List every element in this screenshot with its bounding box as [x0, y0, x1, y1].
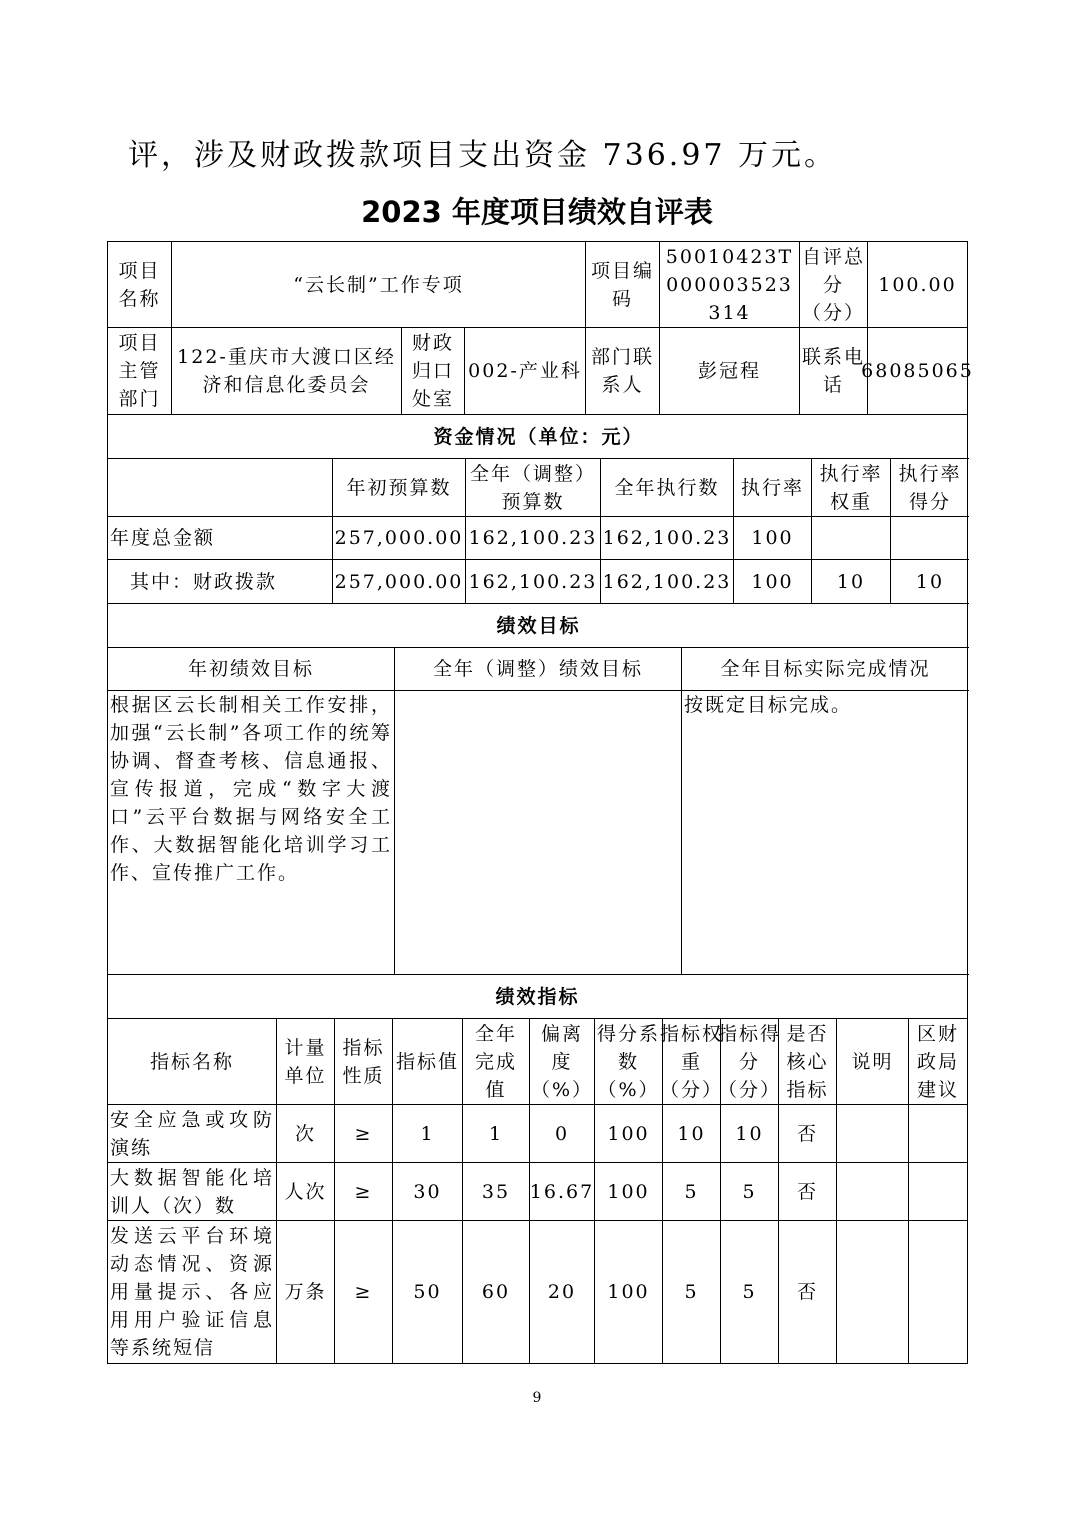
ind-col-deviation: 偏离度（%）: [530, 1019, 595, 1105]
goals-table: [107, 603, 968, 974]
ind-col-advice: 区财政局建议: [909, 1019, 967, 1105]
goals-section-title: 绩效目标: [108, 604, 969, 648]
funds-cell: 162,100.23: [601, 517, 734, 560]
indicators-table: [107, 974, 968, 1364]
ind-cell: 1: [463, 1105, 530, 1163]
goals-initial-text: 根据区云长制相关工作安排，加强“云长制”各项工作的统筹协调、督查考核、信息通报、宣传报道，完成“数字大渡口”云平台数据与网络安全工作、大数据智能化培训学习工作、宣传推广工作。: [108, 691, 395, 975]
project-name-label: 项目名称: [108, 242, 172, 328]
funds-cell: 10: [812, 560, 891, 604]
goals-col-adjusted: 全年（调整）绩效目标: [395, 648, 682, 691]
ind-col-note: 说明: [837, 1019, 909, 1105]
ind-cell: 50: [393, 1221, 463, 1363]
form-title: 2023 年度项目绩效自评表: [361, 195, 713, 229]
total-score-label: 自评总分（分）: [800, 242, 868, 328]
ind-cell: 20: [530, 1221, 595, 1363]
project-code-label: 项目编码: [586, 242, 660, 328]
ind-cell: 5: [721, 1163, 779, 1221]
ind-row-name: 大数据智能化培训人（次）数: [108, 1163, 277, 1221]
funds-col-weight: 执行率权重: [812, 459, 891, 517]
funds-col-rate: 执行率: [734, 459, 812, 517]
ind-cell: [837, 1221, 909, 1363]
ind-cell: 否: [779, 1105, 837, 1163]
ind-cell: 5: [663, 1163, 721, 1221]
funds-cell: 100: [734, 517, 812, 560]
header-table: [107, 241, 974, 414]
ind-col-core: 是否核心指标: [779, 1019, 837, 1105]
page-number: 9: [532, 1390, 542, 1406]
contact-label: 部门联系人: [586, 328, 660, 415]
ind-cell: 16.67: [530, 1163, 595, 1221]
funds-col-executed: 全年执行数: [601, 459, 734, 517]
ind-cell: 30: [393, 1163, 463, 1221]
ind-cell: 5: [721, 1221, 779, 1363]
contact: 彭冠程: [660, 328, 800, 415]
ind-col-actual: 全年完成值: [463, 1019, 530, 1105]
indicators-section-title: 绩效指标: [108, 975, 967, 1019]
ind-cell: ≥: [335, 1163, 393, 1221]
funds-col-score: 执行率得分: [891, 459, 969, 517]
ind-cell: 0: [530, 1105, 595, 1163]
funds-cell: [891, 517, 969, 560]
project-name: “云长制”工作专项: [172, 242, 586, 328]
ind-cell: ≥: [335, 1105, 393, 1163]
goals-adjusted-text: [395, 691, 682, 975]
ind-cell: 100: [595, 1105, 663, 1163]
ind-row-name: 发送云平台环境动态情况、资源用量提示、各应用用户验证信息等系统短信: [108, 1221, 277, 1363]
ind-col-score: 指标得分（分）: [721, 1019, 779, 1105]
ind-cell: ≥: [335, 1221, 393, 1363]
ind-col-weight: 指标权重（分）: [663, 1019, 721, 1105]
funds-cell: 10: [891, 560, 969, 604]
phone: 68085065: [868, 328, 967, 415]
ind-col-unit: 计量单位: [277, 1019, 335, 1105]
ind-col-value: 指标值: [393, 1019, 463, 1105]
ind-cell: [909, 1221, 967, 1363]
ind-cell: 1: [393, 1105, 463, 1163]
ind-cell: 60: [463, 1221, 530, 1363]
ind-cell: 否: [779, 1221, 837, 1363]
fin-office: 002-产业科: [465, 328, 586, 415]
funds-section-title: 资金情况（单位：元）: [108, 415, 969, 459]
funds-cell: [812, 517, 891, 560]
ind-col-name: 指标名称: [108, 1019, 277, 1105]
dept: 122-重庆市大渡口区经济和信息化委员会: [172, 328, 402, 415]
project-code: 50010423T000003523314: [660, 242, 800, 328]
funds-corner: [108, 459, 333, 517]
funds-cell: 162,100.23: [601, 560, 734, 604]
goals-col-initial: 年初绩效目标: [108, 648, 395, 691]
funds-table: [107, 414, 968, 603]
ind-cell: 100: [595, 1163, 663, 1221]
funds-cell: 257,000.00: [333, 560, 466, 604]
phone-label: 联系电话: [800, 328, 868, 415]
ind-cell: [909, 1163, 967, 1221]
goals-col-actual: 全年目标实际完成情况: [682, 648, 969, 691]
ind-cell: 10: [663, 1105, 721, 1163]
funds-cell: 100: [734, 560, 812, 604]
funds-cell: 257,000.00: [333, 517, 466, 560]
funds-cell: 162,100.23: [466, 517, 601, 560]
ind-cell: 万条: [277, 1221, 335, 1363]
funds-cell: 162,100.23: [466, 560, 601, 604]
total-score: 100.00: [868, 242, 967, 328]
ind-cell: 次: [277, 1105, 335, 1163]
funds-col-initial: 年初预算数: [333, 459, 466, 517]
ind-cell: [837, 1105, 909, 1163]
ind-cell: 5: [663, 1221, 721, 1363]
funds-col-adjusted: 全年（调整）预算数: [466, 459, 601, 517]
funds-row-label: 年度总金额: [108, 517, 333, 560]
ind-row-name: 安全应急或攻防演练: [108, 1105, 277, 1163]
ind-cell: [909, 1105, 967, 1163]
intro-paragraph: 评，涉及财政拨款项目支出资金 736.97 万元。: [128, 138, 838, 173]
ind-cell: 35: [463, 1163, 530, 1221]
goals-actual-text: 按既定目标完成。: [682, 691, 969, 975]
ind-cell: 100: [595, 1221, 663, 1363]
ind-cell: 10: [721, 1105, 779, 1163]
ind-cell: [837, 1163, 909, 1221]
ind-col-nature: 指标性质: [335, 1019, 393, 1105]
ind-cell: 否: [779, 1163, 837, 1221]
dept-label: 项目主管部门: [108, 328, 172, 415]
fin-office-label: 财政归口处室: [402, 328, 465, 415]
ind-col-coef: 得分系数（%）: [595, 1019, 663, 1105]
funds-row-label: 其中：财政拨款: [108, 560, 333, 604]
ind-cell: 人次: [277, 1163, 335, 1221]
